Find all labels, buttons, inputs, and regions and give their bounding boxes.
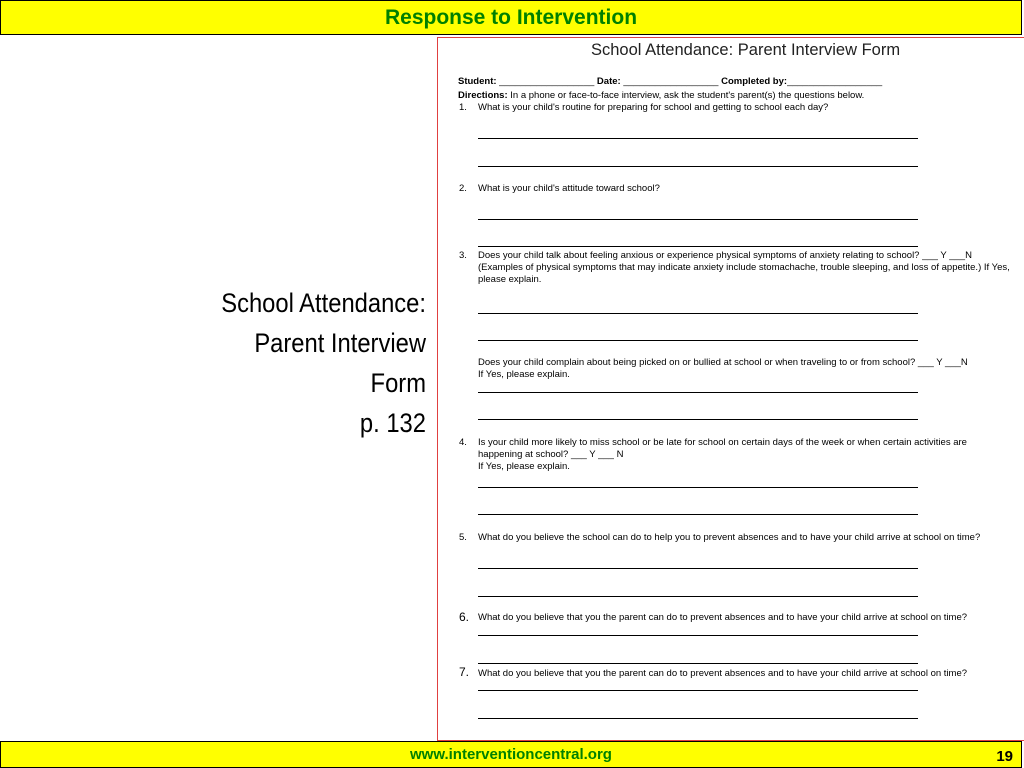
question-text [478,668,967,680]
question-line: happening at school? ___ Y ___ N [478,449,624,460]
answer-line [478,246,918,247]
footer-url-link[interactable]: www.interventioncentral.org [410,746,612,763]
date-label: Date: [596,76,621,87]
answer-line [478,340,918,341]
header-banner [0,0,1022,35]
question-text [478,612,967,624]
answer-line [478,568,918,569]
answer-line [478,718,918,719]
question-number: 5. [459,532,467,543]
student-blank: __________________ [496,76,597,87]
question-text [478,357,968,381]
question-line: Does your child talk about feeling anxious or experience physical symptoms of anxiety relating to school? ___ Y ___N [478,250,972,261]
answer-line [478,313,918,314]
completed-by-blank: __________________ [787,76,883,87]
date-blank: __________________ [620,76,722,87]
form-directions [458,90,864,101]
question-line: If Yes, please explain. [478,461,570,472]
form-image-frame [437,37,1024,741]
side-title-line: School Attendance: [221,288,426,318]
side-title-line: Parent Interview [254,328,426,358]
answer-line [478,138,918,139]
question-line: What do you believe that you the parent can do to prevent absences and to have your child arrive at school on time? [478,612,968,623]
footer-banner [0,741,1022,768]
question-text [478,183,660,195]
question-text [478,532,980,544]
question-number: 6. [459,610,470,624]
side-title-line: Form [370,368,426,398]
question-number: 4. [459,437,467,448]
directions-label: Directions: [458,90,508,101]
completed-by-label: Completed by: [721,76,788,87]
question-line: please explain. [478,274,542,285]
answer-line [478,166,918,167]
form-title: School Attendance: Parent Interview Form [591,41,901,59]
question-number: 3. [459,250,467,261]
answer-line [478,514,918,515]
answer-line [478,635,918,636]
form-document [438,38,1024,740]
answer-line [478,596,918,597]
question-line: What do you believe the school can do to help you to prevent absences and to have your child arrive at school on time? [478,532,981,543]
slide-side-title [183,283,426,443]
question-line: What do you believe that you the parent can do to prevent absences and to have your child arrive at school on time? [478,668,968,679]
question-text [478,102,828,114]
question-line: What is your child's routine for preparing for school and getting to school each day? [478,102,829,113]
header-title: Response to Intervention [384,6,638,29]
question-number: 7. [459,665,470,679]
answer-line [478,487,918,488]
side-title-line: p. 132 [359,408,426,438]
question-text [478,437,967,473]
question-text [478,250,1010,286]
question-line: Is your child more likely to miss school or be late for school on certain days of the week or when certain activities are [478,437,967,448]
answer-line [478,219,918,220]
question-line: Does your child complain about being picked on or bullied at school or when traveling to or from school? ___ Y ___N [478,357,968,368]
question-number: 1. [459,102,467,113]
form-header-fields [458,76,882,87]
page-number: 19 [996,748,1013,765]
question-line: (Examples of physical symptoms that may indicate anxiety include stomachache, trouble sleeping, and loss of appetite.) If Yes, [478,262,1010,273]
answer-line [478,663,918,664]
answer-line [478,419,918,420]
answer-line [478,392,918,393]
student-label: Student: [458,76,497,87]
directions-text: In a phone or face-to-face interview, ask the student's parent(s) the questions below. [510,90,865,101]
question-number: 2. [459,183,467,194]
question-line: What is your child's attitude toward school? [478,183,660,194]
question-line: If Yes, please explain. [478,369,570,380]
answer-line [478,690,918,691]
